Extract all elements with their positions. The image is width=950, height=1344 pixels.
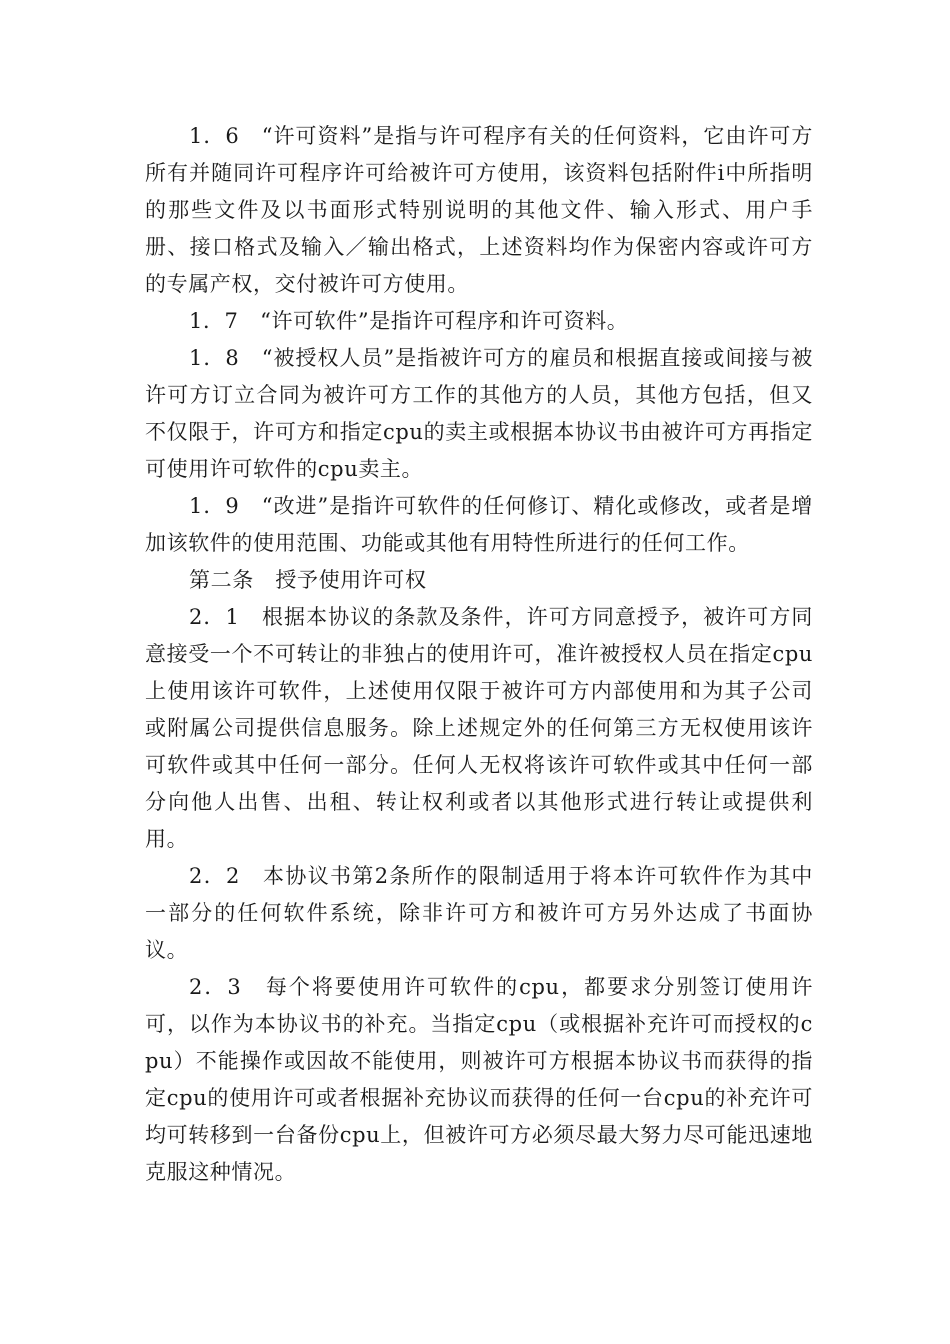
- document-body: [145, 118, 813, 1191]
- section-heading-article-2: 第二条 授予使用许可权: [189, 568, 427, 592]
- paragraph-1-6: 1．6 “许可资料”是指与许可程序有关的任何资料，它由许可方所有并随同许可程序许可给被许可方使用，该资料包括附件ⅰ中所指明的那些文件及以书面形式特别说明的其他文件、输入形式、用户手册、接口格式及输入／输出格式，上述资料均作为保密内容或许可方的专属产权，交付被许可方使用。: [145, 124, 813, 296]
- paragraph-1-8: 1．8 “被授权人员”是指被许可方的雇员和根据直接或间接与被许可方订立合同为被许可方工作的其他方的人员，其他方包括，但又不仅限于，许可方和指定cpu的卖主或根据本协议书由被许可方再指定可使用许可软件的cpu卖主。: [145, 346, 813, 481]
- paragraph-1-9: 1．9 “改进”是指许可软件的任何修订、精化或修改，或者是增加该软件的使用范围、功能或其他有用特性所进行的任何工作。: [145, 494, 813, 555]
- paragraph-2-3: 2．3 每个将要使用许可软件的cpu，都要求分别签订使用许可，以作为本协议书的补充。当指定cpu（或根据补充许可而授权的cpu）不能操作或因故不能使用，则被许可方根据本协议书而获得的指定cpu的使用许可或者根据补充协议而获得的任何一台cpu的补充许可均可转移到一台备份cpu上，但被许可方必须尽最大努力尽可能迅速地克服这种情况。: [145, 975, 813, 1184]
- paragraph-1-7: 1．7 “许可软件”是指许可程序和许可资料。: [189, 309, 629, 333]
- paragraph-2-1: 2．1 根据本协议的条款及条件，许可方同意授予，被许可方同意接受一个不可转让的非独占的使用许可，准许被授权人员在指定cpu上使用该许可软件，上述使用仅限于被许可方内部使用和为其子公司或附属公司提供信息服务。除上述规定外的任何第三方无权使用该许可软件或其中任何一部分。任何人无权将该许可软件或其中任何一部分向他人出售、出租、转让权利或者以其他形式进行转让或提供利用。: [145, 605, 813, 851]
- paragraph-2-2: 2．2 本协议书第2条所作的限制适用于将本许可软件作为其中一部分的任何软件系统，除非许可方和被许可方另外达成了书面协议。: [145, 864, 813, 962]
